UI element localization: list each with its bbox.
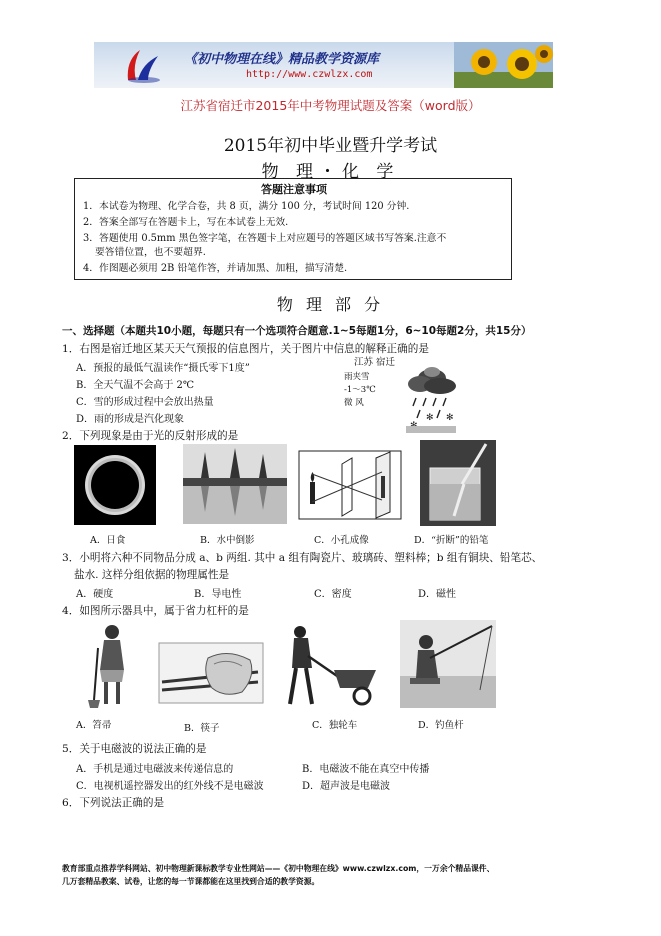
notice-item-1: 1．本试卷为物理、化学合卷，共 8 页，满分 100 分，考试时间 120 分钟. [83,201,410,212]
q1-option-b: B．全天气温不会高于 2℃ [76,380,195,391]
notice-item-3-cont: 要答错位置，也不要超界. [95,247,206,258]
pinhole-camera-image [298,450,402,520]
q4-stem: 4．如图所示器具中，属于省力杠杆的是 [62,605,249,617]
q4-caption-b: B．筷子 [184,723,220,734]
q4-caption-a: A．笤帚 [76,720,112,731]
header-banner [94,42,553,88]
bent-pencil-image [420,440,496,526]
q2-caption-d: D．“折断”的铅笔 [414,535,489,546]
fishing-rod-image [400,620,496,708]
q3-option-c: C．密度 [314,589,352,600]
notice-box [74,178,512,280]
q3-option-b: B．导电性 [194,589,242,600]
q4-caption-d: D．钓鱼杆 [418,720,464,731]
reflection-image [183,444,287,524]
forecast-temp: -1～3℃ [344,385,376,395]
q2-stem: 2．下列现象是由于光的反射形成的是 [62,430,239,442]
svg-text:✻: ✻ [446,413,454,423]
solar-eclipse-image [74,445,156,525]
forecast-weather: 雨夹雪 [344,372,370,382]
q2-caption-b: B．水中倒影 [200,535,255,546]
banner-url[interactable]: http://www.czwlzx.com [246,69,373,80]
footer-line-1: 教育部重点推荐学科网站、初中物理新课标教学专业性网站——《初中物理在线》www.czwlzx.com，一万余个精品课件、 [62,864,495,873]
document-title: 江苏省宿迁市2015年中考物理试题及答案（word版） [180,98,481,113]
chopsticks-image [158,642,264,704]
q5-option-a: A．手机是通过电磁波来传递信息的 [76,764,234,775]
exam-title: 2015年初中毕业暨升学考试 [223,136,438,156]
wheelbarrow-image [282,622,382,708]
forecast-wind: 微 风 [344,398,364,408]
physics-part-title: 物 理 部 分 [276,295,385,314]
q6-stem: 6．下列说法正确的是 [62,797,165,809]
notice-title: 答题注意事项 [261,183,327,196]
sunflower-icon [454,42,553,88]
q3-stem-line-1: 3．小明将六种不同物品分成 a、b 两组. 其中 a 组有陶瓷片、玻璃砖、塑料棒；b 组有铜块、铅笔芯、 [62,552,543,564]
notice-item-4: 4．作图题必须用 2B 铅笔作答，并请加黑、加粗，描写清楚. [83,263,348,274]
site-logo-icon [122,46,162,84]
q2-caption-c: C．小孔成像 [314,535,369,546]
q5-stem: 5．关于电磁波的说法正确的是 [62,743,207,755]
q1-option-a: A．预报的最低气温读作“摄氏零下1度” [76,363,250,374]
q5-option-d: D．超声波是电磁波 [302,781,391,792]
forecast-place: 江苏 宿迁 [354,357,396,368]
rain-snow-cloud-icon [402,366,460,434]
q3-option-d: D．磁性 [418,589,457,600]
q3-stem-line-2: 盐水. 这样分组依据的物理属性是 [74,569,230,581]
q5-option-b: B．电磁波不能在真空中传播 [302,764,430,775]
weather-forecast-figure [330,354,460,434]
subject-title: 物 理・化 学 [261,162,400,182]
q1-option-d: D．雨的形成是汽化现象 [76,414,185,425]
notice-item-2: 2．答案全部写在答题卡上，写在本试卷上无效. [83,217,289,228]
svg-text:✻: ✻ [426,413,434,423]
q2-caption-a: A．日食 [90,535,126,546]
q1-stem: 1．右图是宿迁地区某天天气预报的信息图片，关于图片中信息的解释正确的是 [62,343,429,355]
notice-item-3: 3．答题使用 0.5mm 黑色签字笔，在答题卡上对应题号的答题区域书写答案.注意不 [83,233,447,244]
q3-option-a: A．硬度 [76,589,114,600]
section-heading: 一、选择题（本题共10小题，每题只有一个选项符合题意.1~5每题1分，6~10每题2分，共15分） [62,325,532,337]
footer-line-2: 几万套精品教案、试卷，让您的每一节课都能在这里找到合适的教学资源。 [62,877,320,886]
q1-option-c: C．雪的形成过程中会放出热量 [76,397,214,408]
banner-title: 《初中物理在线》精品教学资源库 [184,52,380,67]
q5-option-c: C．电视机遥控器发出的红外线不是电磁波 [76,781,264,792]
broom-image [86,622,136,708]
q4-caption-c: C．独轮车 [312,720,358,731]
